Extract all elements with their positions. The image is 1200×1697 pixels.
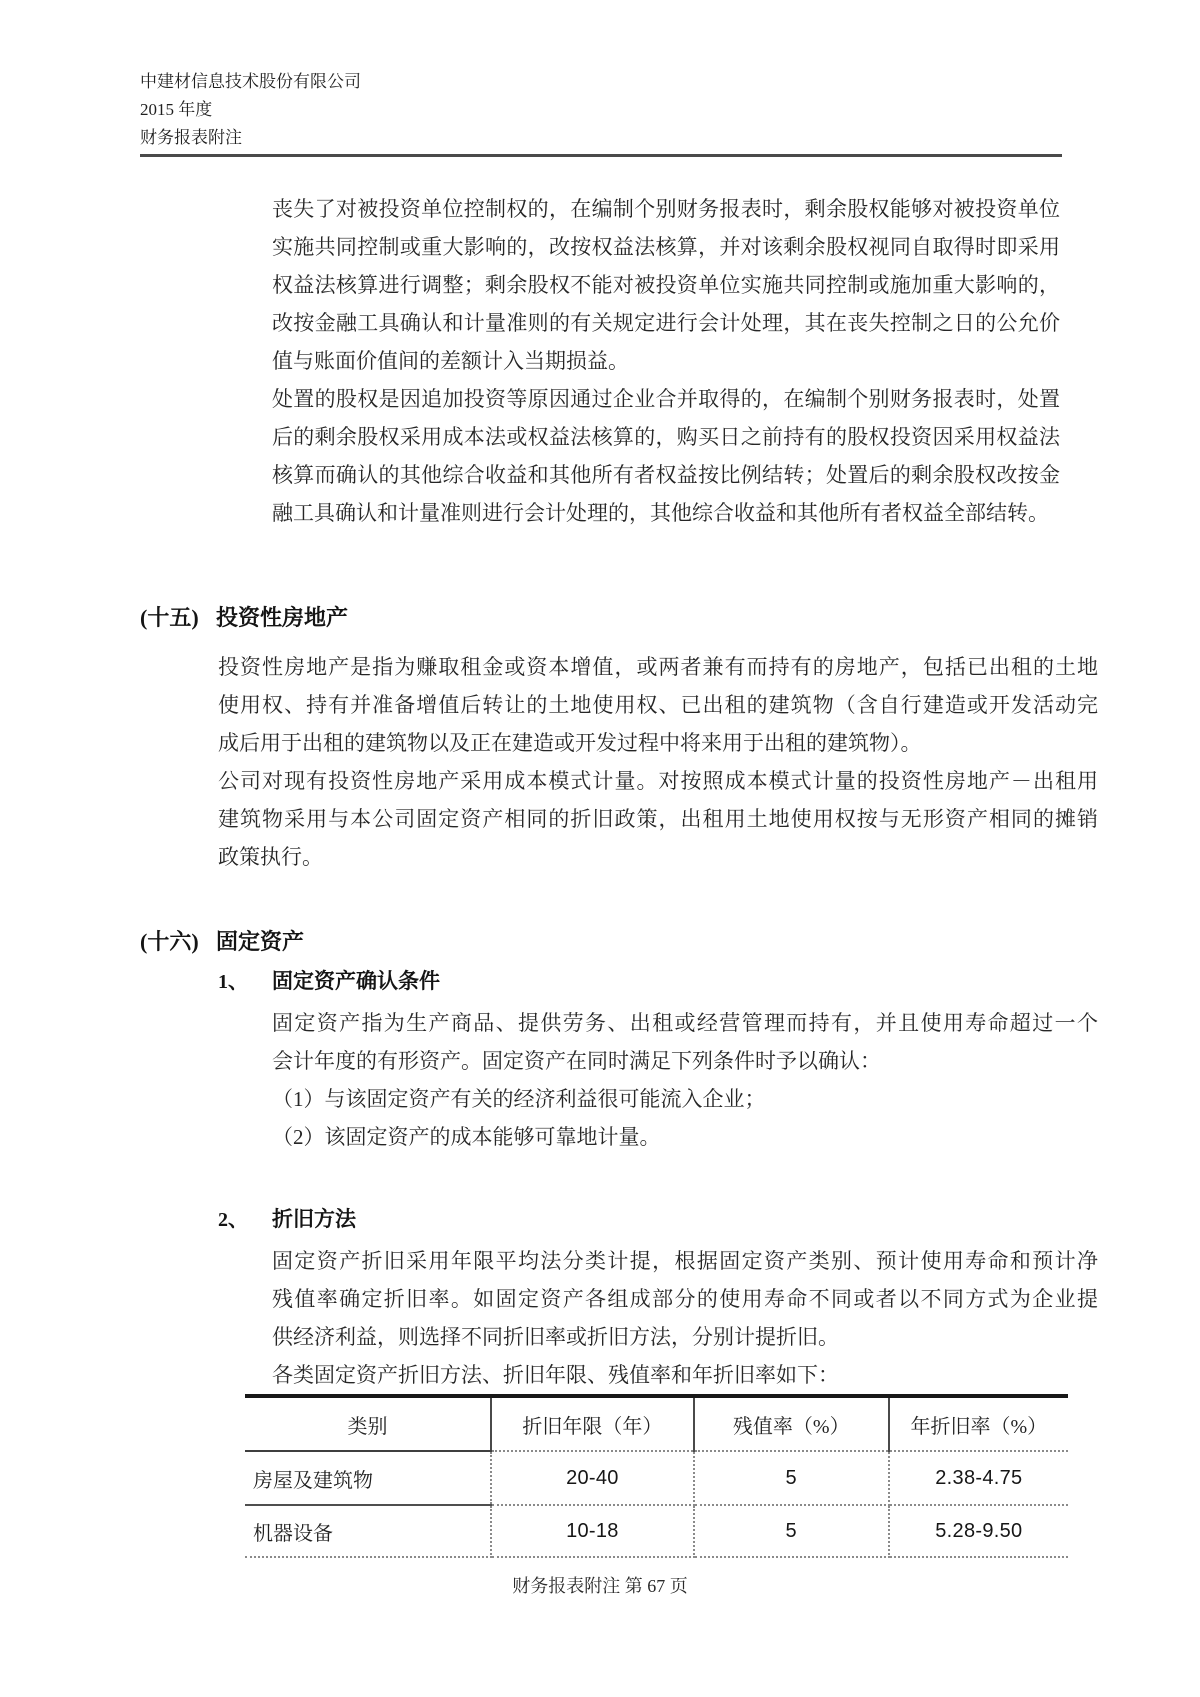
text-line: 残值率确定折旧率。如固定资产各组成部分的使用寿命不同或者以不同方式为企业提 — [272, 1287, 1098, 1311]
s15-para-1 — [218, 648, 1098, 762]
text-line: 固定资产指为生产商品、提供劳务、出租或经营管理而持有，并且使用寿命超过一个 — [272, 1011, 1098, 1035]
page-header — [140, 68, 740, 152]
company-name: 中建材信息技术股份有限公司 — [140, 72, 361, 91]
depreciation-table — [245, 1394, 1068, 1558]
text-line: 政策执行。 — [218, 845, 323, 869]
table-cell-category: 机器设备 — [245, 1505, 491, 1557]
section-16-label: (十六) — [140, 929, 199, 954]
text-line: 各类固定资产折旧方法、折旧年限、残值率和年折旧率如下： — [272, 1363, 839, 1387]
table-cell-years: 10-18 — [491, 1505, 694, 1557]
text-line: 会计年度的有形资产。固定资产在同时满足下列条件时予以确认： — [272, 1049, 881, 1073]
table-header-depreciation-years: 折旧年限（年） — [491, 1396, 694, 1451]
text-line: 改按金融工具确认和计量准则的有关规定进行会计处理，其在丧失控制之日的公允价 — [272, 311, 1060, 335]
text-line: 处置的股权是因追加投资等原因通过企业合并取得的，在编制个别财务报表时，处置 — [272, 387, 1060, 411]
table-cell-category: 房屋及建筑物 — [245, 1451, 491, 1505]
sub2-title: 折旧方法 — [272, 1207, 356, 1231]
text-line: 实施共同控制或重大影响的，改按权益法核算，并对该剩余股权视同自取得时即采用 — [272, 235, 1060, 259]
text-line: 后的剩余股权采用成本法或权益法核算的，购买日之前持有的股权投资因采用权益法 — [272, 425, 1060, 449]
text-line: 值与账面价值间的差额计入当期损益。 — [272, 349, 629, 373]
text-line: 融工具确认和计量准则进行会计处理的，其他综合收益和其他所有者权益全部结转。 — [272, 501, 1049, 525]
text-line: 建筑物采用与本公司固定资产相同的折旧政策，出租用土地使用权按与无形资产相同的摊销 — [218, 807, 1098, 831]
text-line: 丧失了对被投资单位控制权的，在编制个别财务报表时，剩余股权能够对被投资单位 — [272, 197, 1060, 221]
table-header-category: 类别 — [245, 1396, 491, 1451]
doc-title: 财务报表附注 — [140, 128, 242, 147]
page-footer: 财务报表附注 第 67 页 — [512, 1576, 688, 1596]
table-row — [245, 1451, 1068, 1505]
table-header-residual-rate: 残值率（%） — [694, 1396, 889, 1451]
table-cell-residual: 5 — [694, 1505, 889, 1557]
table-header-row — [245, 1396, 1068, 1451]
para-loss-of-control — [272, 190, 1060, 380]
text-line: 权益法核算进行调整；剩余股权不能对被投资单位实施共同控制或施加重大影响的， — [272, 273, 1060, 297]
section-15-heading — [140, 602, 348, 634]
text-line: 公司对现有投资性房地产采用成本模式计量。对按照成本模式计量的投资性房地产－出租用 — [218, 769, 1098, 793]
sub1-title: 固定资产确认条件 — [272, 969, 440, 993]
table-cell-residual: 5 — [694, 1451, 889, 1505]
table-cell-annual: 5.28-9.50 — [889, 1505, 1068, 1557]
sub2-number: 2、 — [218, 1209, 248, 1231]
section-15-label: (十五) — [140, 605, 199, 630]
text-line: 供经济利益，则选择不同折旧率或折旧方法，分别计提折旧。 — [272, 1325, 839, 1349]
section-15-title: 投资性房地产 — [216, 605, 349, 630]
s15-para-2 — [218, 762, 1098, 876]
table-header-annual-rate: 年折旧率（%） — [889, 1396, 1068, 1451]
section-16-title: 固定资产 — [216, 929, 305, 954]
text-line: 使用权、持有并准备增值后转让的土地使用权、已出租的建筑物（含自行建造或开发活动完 — [218, 693, 1098, 717]
sub1-number: 1、 — [218, 971, 248, 993]
s16-sub2-para — [272, 1242, 1098, 1394]
para-disposal — [272, 380, 1060, 532]
table-row — [245, 1505, 1068, 1557]
s16-sub1-para — [272, 1004, 1098, 1156]
text-line: （1）与该固定资产有关的经济利益很可能流入企业； — [272, 1087, 766, 1111]
table-cell-years: 20-40 — [491, 1451, 694, 1505]
sub2-heading — [218, 1202, 356, 1236]
depreciation-table-wrap — [245, 1394, 1068, 1558]
sub1-heading — [218, 964, 440, 998]
text-line: 成后用于出租的建筑物以及正在建造或开发过程中将来用于出租的建筑物）。 — [218, 731, 922, 755]
text-line: 投资性房地产是指为赚取租金或资本增值，或两者兼有而持有的房地产，包括已出租的土地 — [218, 655, 1098, 679]
table-cell-annual: 2.38-4.75 — [889, 1451, 1068, 1505]
text-line: 固定资产折旧采用年限平均法分类计提，根据固定资产类别、预计使用寿命和预计净 — [272, 1249, 1098, 1273]
text-line: （2）该固定资产的成本能够可靠地计量。 — [272, 1125, 661, 1149]
section-16-heading — [140, 926, 304, 958]
header-rule — [140, 154, 1062, 157]
text-line: 核算而确认的其他综合收益和其他所有者权益按比例结转；处置后的剩余股权改按金 — [272, 463, 1060, 487]
fiscal-year: 2015 年度 — [140, 100, 213, 119]
